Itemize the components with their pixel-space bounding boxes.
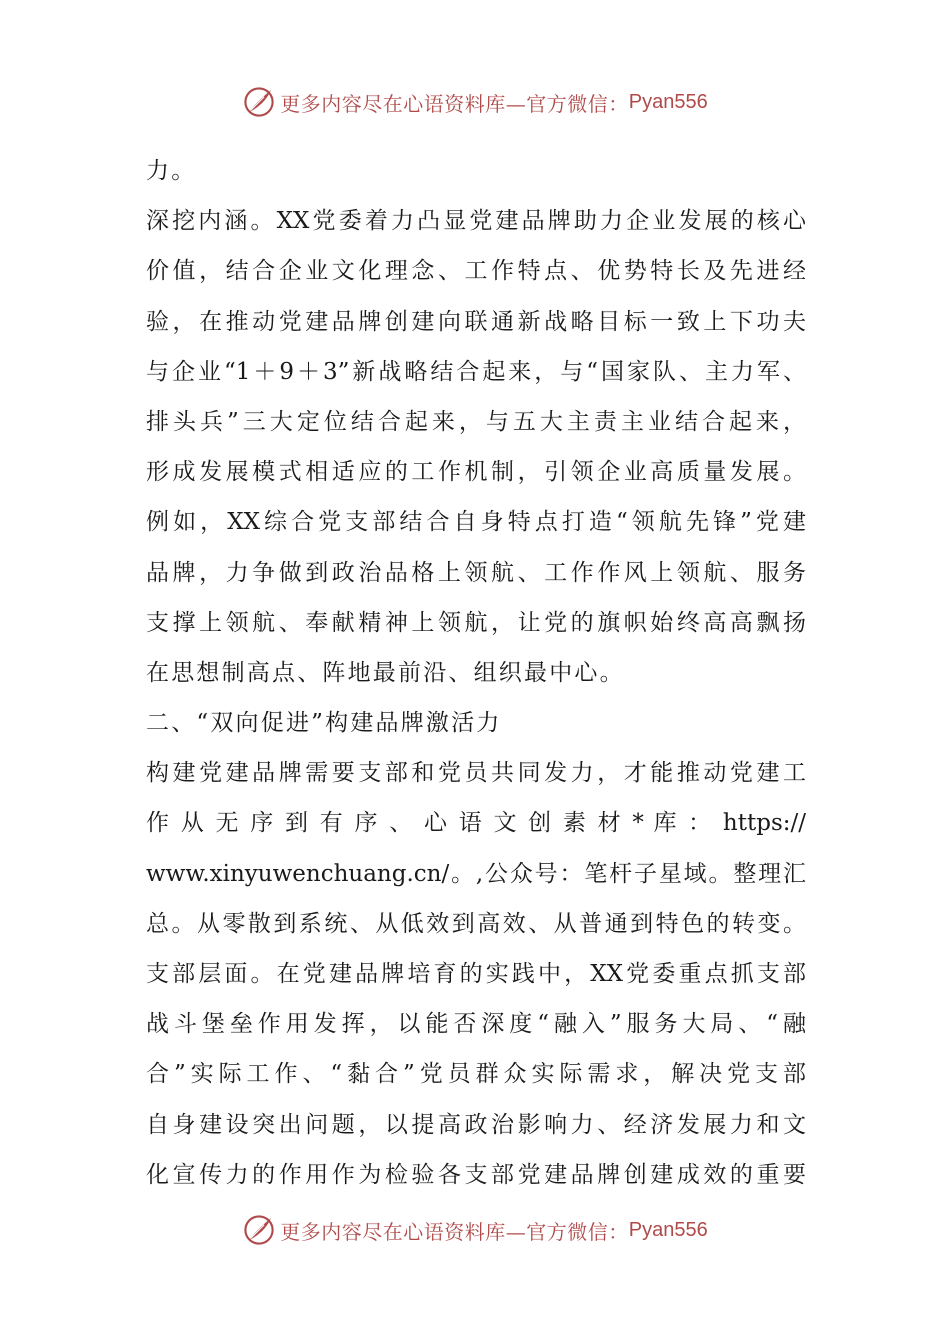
body-line: 构建党建品牌需要支部和党员共同发力，才能推动党建工 bbox=[146, 760, 806, 787]
body-line: 品牌，力争做到政治品格上领航、工作作风上领航、服务 bbox=[146, 559, 806, 586]
body-line: 作 从 无 序 到 有 序 、 心 语 文 创 素 材 * 库 ： https:// bbox=[146, 810, 806, 837]
body-line: 支部层面。在党建品牌培育的实践中，XX党委重点抓支部 bbox=[146, 961, 806, 987]
body-line: 深挖内涵。XX党委着力凸显党建品牌助力企业发展的核心 bbox=[146, 208, 806, 235]
body-line: 总。从零散到系统、从低效到高效、从普通到特色的转变。 bbox=[146, 910, 806, 937]
body-line: 战斗堡垒作用发挥，以能否深度“融入”服务大局、“融 bbox=[146, 1011, 806, 1038]
body-line: 化宣传力的作用作为检验各支部党建品牌创建成效的重要 bbox=[146, 1161, 806, 1188]
quill-pen-logo-icon bbox=[242, 1213, 276, 1247]
quill-pen-logo-icon bbox=[242, 85, 276, 119]
footer-watermark-banner bbox=[0, 1210, 950, 1250]
body-line: 例如，XX综合党支部结合自身特点打造“领航先锋”党建 bbox=[146, 509, 806, 536]
body-line: 在思想制高点、阵地最前沿、组织最中心。 bbox=[146, 659, 625, 686]
banner-wechat-id: Pyan556 bbox=[628, 1218, 708, 1241]
body-line: 排头兵”三大定位结合起来，与五大主责主业结合起来， bbox=[146, 408, 806, 435]
body-line: 价值，结合企业文化理念、工作特点、优势特长及先进经 bbox=[146, 258, 806, 285]
banner-text: 更多内容尽在心语资料库—官方微信： bbox=[280, 1219, 629, 1244]
body-line: 与企业“1＋9＋3”新战略结合起来，与“国家队、主力军、 bbox=[146, 358, 806, 385]
body-line: 力。 bbox=[146, 158, 197, 184]
body-line: 形成发展模式相适应的工作机制，引领企业高质量发展。 bbox=[146, 459, 806, 486]
body-line: 支撑上领航、奉献精神上领航，让党的旗帜始终高高飘扬 bbox=[146, 609, 806, 636]
body-line: 自身建设突出问题，以提高政治影响力、经济发展力和文 bbox=[146, 1111, 806, 1138]
section-heading: 二、“双向促进”构建品牌激活力 bbox=[146, 710, 502, 737]
banner-wechat-id: Pyan556 bbox=[628, 90, 708, 113]
body-line: www.xinyuwenchuang.cn/。,公众号：笔杆子星域。整理汇 bbox=[146, 860, 806, 887]
banner-text: 更多内容尽在心语资料库—官方微信： bbox=[280, 91, 629, 116]
header-watermark-banner bbox=[0, 82, 950, 122]
document-body bbox=[146, 146, 806, 1200]
body-line: 合”实际工作、“黏合”党员群众实际需求，解决党支部 bbox=[146, 1061, 806, 1088]
body-line: 验，在推动党建品牌创建向联通新战略目标一致上下功夫 bbox=[146, 308, 806, 335]
